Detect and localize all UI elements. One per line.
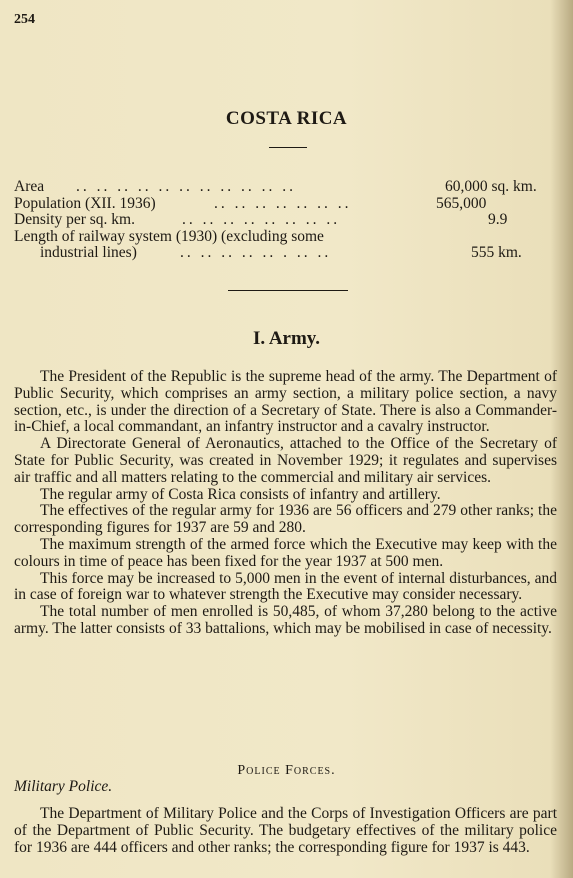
stat-label: Population (XII. 1936) bbox=[14, 194, 156, 212]
stat-label: Length of railway system (1930) (excluding some bbox=[14, 227, 324, 245]
police-text bbox=[14, 806, 557, 856]
page-title: COSTA RICA bbox=[225, 108, 348, 129]
stat-value: 9.9 bbox=[488, 211, 508, 228]
section-rule bbox=[228, 290, 348, 291]
paragraph: The regular army of Costa Rica consists of infantry and artillery. bbox=[40, 485, 441, 503]
stat-leader-dots: .. .. .. .. .. . .. .. bbox=[180, 244, 332, 261]
stat-leader-dots: .. .. .. .. .. .. .. bbox=[214, 194, 352, 212]
stat-leader-dots: .. .. .. .. .. .. .. .. bbox=[182, 211, 341, 228]
stat-label: industrial lines) bbox=[40, 244, 137, 261]
stat-row-railway-cont bbox=[14, 245, 536, 262]
stat-row-density bbox=[14, 212, 536, 229]
stat-label: Density per sq. km. bbox=[14, 211, 135, 228]
paragraph: A Directorate General of Aeronautics, attached to the Office of the Secretary of State for Public Security, was created in November 1929; it regulates and supervises air traffic and all matters relating to the commercial and military air services. bbox=[14, 435, 557, 486]
army-text bbox=[14, 369, 557, 638]
stat-row-railway bbox=[14, 229, 536, 246]
stat-row-area bbox=[14, 179, 536, 196]
stat-value: 565,000 bbox=[436, 194, 487, 212]
section-heading-army: I. Army. bbox=[252, 328, 321, 349]
section-heading-police: Police Forces. bbox=[237, 763, 336, 778]
stat-leader-dots: .. .. .. .. .. .. .. .. .. .. .. bbox=[76, 178, 296, 195]
page-number: 254 bbox=[14, 12, 35, 27]
paragraph: The maximum strength of the armed force which the Executive may keep with the colours in time of peace has been fixed for the year 1937 at 500 men. bbox=[14, 535, 557, 570]
paragraph: The Department of Military Police and the Corps of Investigation Officers are part of the Department of Public Security. The budgetary effectives of the military police for 1936 are 444 officers and other ranks; the corresponding figure for 1937 is 443. bbox=[14, 805, 557, 856]
stat-row-population bbox=[14, 196, 536, 213]
stat-label: Area bbox=[14, 178, 45, 195]
stat-value: 60,000 sq. km. bbox=[445, 178, 537, 195]
statistics-table bbox=[14, 179, 536, 262]
stat-value: 555 km. bbox=[471, 244, 522, 261]
title-rule bbox=[269, 147, 307, 148]
subheading-military-police: Military Police. bbox=[14, 778, 113, 795]
paragraph: The President of the Republic is the supreme head of the army. The Department of Public Security, which comprises an army section, a military police section, a navy section, etc., is under the direction of a Secretary of State. There is also a Commander-in-Chief, a local commandant, an infantry instructor and a cavalry instructor. bbox=[14, 368, 557, 436]
paragraph: The total number of men enrolled is 50,485, of whom 37,280 belong to the active army. The latter consists of 33 battalions, which may be mobilised in case of necessity. bbox=[14, 603, 557, 637]
paragraph: This force may be increased to 5,000 men in the event of internal disturbances, and in case of foreign war to whatever strength the Executive may consider necessary. bbox=[14, 569, 557, 604]
paragraph: The effectives of the regular army for 1936 are 56 officers and 279 other ranks; the corresponding figures for 1937 are 59 and 280. bbox=[14, 502, 557, 537]
